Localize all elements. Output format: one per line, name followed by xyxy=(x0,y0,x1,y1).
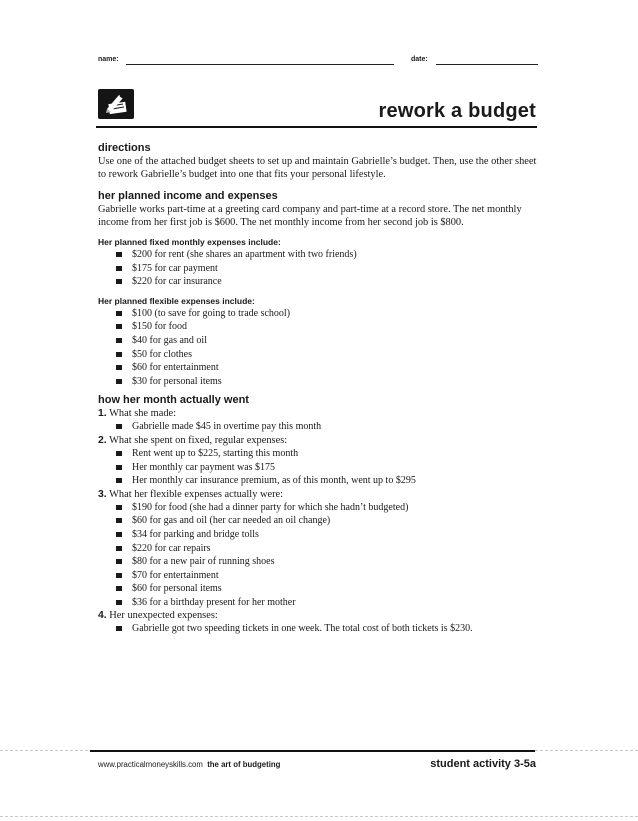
bullet-square-icon xyxy=(116,559,122,564)
bullet-square-icon xyxy=(116,465,122,470)
footer-source xyxy=(98,760,280,769)
question-number: 1. xyxy=(98,408,107,420)
list-item-text: $40 for gas and oil xyxy=(132,334,207,346)
list-item-text: $175 for car payment xyxy=(132,262,218,274)
question-number: 4. xyxy=(98,610,107,622)
income-section xyxy=(98,190,538,229)
bullet-square-icon xyxy=(116,252,122,257)
list-item-text: $30 for personal items xyxy=(132,375,222,387)
list-item xyxy=(114,528,538,542)
question-list xyxy=(98,501,538,610)
list-item-text: $34 for parking and bridge tolls xyxy=(132,528,259,540)
list-item-text: $60 for personal items xyxy=(132,583,222,595)
bullet-square-icon xyxy=(116,324,122,329)
question-label: What she spent on fixed, regular expenses: xyxy=(109,434,288,446)
question-list xyxy=(98,622,538,636)
bullet-square-icon xyxy=(116,518,122,523)
fixed-expenses-section xyxy=(98,236,538,289)
list-item xyxy=(114,555,538,569)
question-text xyxy=(98,609,538,622)
list-item xyxy=(114,569,538,583)
bullet-square-icon xyxy=(116,279,122,284)
list-item xyxy=(114,596,538,610)
list-item xyxy=(114,461,538,475)
scan-artifact xyxy=(0,816,638,817)
list-item-text: $80 for a new pair of running shoes xyxy=(132,556,275,568)
question-number: 3. xyxy=(98,488,107,500)
bullet-square-icon xyxy=(116,626,122,631)
bullet-square-icon xyxy=(116,266,122,271)
fixed-expenses-heading: Her planned fixed monthly expenses include: xyxy=(98,237,281,247)
question-number: 2. xyxy=(98,434,107,446)
list-item xyxy=(114,348,538,362)
footer-activity: student activity 3-5a xyxy=(430,758,536,770)
fixed-expenses-list xyxy=(98,248,538,289)
question-label: Her unexpected expenses: xyxy=(109,610,218,622)
question-item xyxy=(98,609,538,636)
flexible-expenses-heading: Her planned flexible expenses include: xyxy=(98,295,255,306)
title-divider xyxy=(96,126,537,128)
date-label: date: xyxy=(411,56,428,63)
list-item-text: $190 for food (she had a dinner party for which she hadn’t budgeted) xyxy=(132,501,409,513)
question-item xyxy=(98,434,538,488)
bullet-square-icon xyxy=(116,379,122,384)
list-item xyxy=(114,275,538,289)
list-item-text: Rent went up to $225, starting this month xyxy=(132,447,299,459)
list-item-text: $60 for entertainment xyxy=(132,362,219,374)
list-item xyxy=(114,582,538,596)
list-item xyxy=(114,307,538,321)
bullet-square-icon xyxy=(116,546,122,551)
list-item-text: $100 (to save for going to trade school) xyxy=(132,307,291,319)
question-item xyxy=(98,407,538,434)
list-item-text: $220 for car insurance xyxy=(132,276,222,288)
bullet-square-icon xyxy=(116,451,122,456)
bullet-square-icon xyxy=(116,338,122,343)
month-heading: how her month actually went xyxy=(98,394,249,407)
income-heading: her planned income and expenses xyxy=(98,190,278,202)
bullet-square-icon xyxy=(116,586,122,591)
list-item-text: Her monthly car insurance premium, as of this month, went up to $295 xyxy=(132,475,416,487)
bullet-square-icon xyxy=(116,311,122,316)
bullet-square-icon xyxy=(116,600,122,605)
list-item xyxy=(114,334,538,348)
question-label: What she made: xyxy=(109,408,177,420)
list-item xyxy=(114,320,538,334)
bullet-square-icon xyxy=(116,505,122,510)
bullet-square-icon xyxy=(116,573,122,578)
date-field[interactable] xyxy=(436,64,538,65)
list-item-text: $70 for entertainment xyxy=(132,569,219,581)
list-item-text: Gabrielle made $45 in overtime pay this month xyxy=(132,421,322,433)
list-item xyxy=(114,622,538,636)
footer-url[interactable]: www.practicalmoneyskills.com xyxy=(98,760,203,769)
income-text: Gabrielle works part-time at a greeting card company and part-time at a record store. The net monthly income from her first job is $600. The net monthly income from her second job is $800. xyxy=(98,204,522,228)
question-list xyxy=(98,420,538,434)
list-item-text: $60 for gas and oil (her car needed an oil change) xyxy=(132,515,331,527)
list-item-text: $220 for car repairs xyxy=(132,542,211,554)
list-item xyxy=(114,447,538,461)
list-item xyxy=(114,514,538,528)
footer-course: the art of budgeting xyxy=(207,760,281,769)
list-item-text: Her monthly car payment was $175 xyxy=(132,461,276,473)
question-item xyxy=(98,488,538,610)
question-text xyxy=(98,434,538,447)
bullet-square-icon xyxy=(116,365,122,370)
flexible-expenses-section xyxy=(98,295,538,389)
question-list xyxy=(98,447,538,488)
page-title: rework a budget xyxy=(378,100,536,122)
bullet-square-icon xyxy=(116,352,122,357)
list-item-text: Gabrielle got two speeding tickets in one week. The total cost of both tickets is $230. xyxy=(132,623,473,635)
name-label: name: xyxy=(98,56,119,63)
bullet-square-icon xyxy=(116,478,122,483)
month-section xyxy=(98,394,538,636)
list-item-text: $36 for a birthday present for her mother xyxy=(132,596,296,608)
list-item-text: $150 for food xyxy=(132,321,187,333)
question-text xyxy=(98,407,538,420)
list-item xyxy=(114,262,538,276)
list-item xyxy=(114,375,538,389)
directions-section xyxy=(98,142,538,181)
flexible-expenses-list xyxy=(98,307,538,389)
footer-divider xyxy=(90,750,535,752)
list-item xyxy=(114,420,538,434)
bullet-square-icon xyxy=(116,532,122,537)
list-item xyxy=(114,361,538,375)
list-item xyxy=(114,542,538,556)
name-field[interactable] xyxy=(126,64,394,65)
question-label: What her flexible expenses actually were: xyxy=(109,488,284,500)
list-item-text: $200 for rent (she shares an apartment with two friends) xyxy=(132,249,357,260)
bullet-square-icon xyxy=(116,424,122,429)
list-item xyxy=(114,248,538,262)
list-item-text: $50 for clothes xyxy=(132,348,192,360)
list-item xyxy=(114,501,538,515)
question-text xyxy=(98,488,538,501)
pencil-paper-icon xyxy=(98,89,134,119)
list-item xyxy=(114,474,538,488)
month-questions xyxy=(98,407,538,636)
directions-heading: directions xyxy=(98,142,151,154)
directions-text: Use one of the attached budget sheets to set up and maintain Gabrielle’s budget. Then, use the other sheet to rework Gabrielle’s budget into one that fits your personal lifestyle. xyxy=(98,156,537,180)
